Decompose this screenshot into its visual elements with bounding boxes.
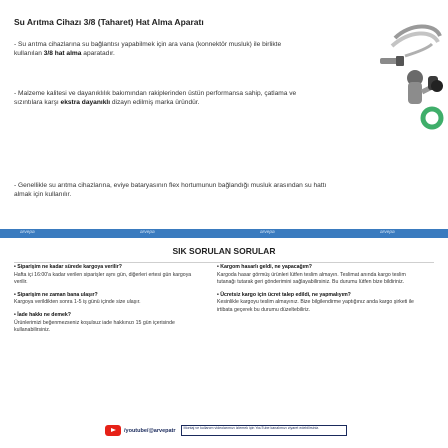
faq-question: • Siparişim ne zaman bana ulaşır? bbox=[14, 291, 98, 298]
description-paragraph-2: - Malzeme kalitesi ve dayanıklılık bakımından rakiplerinden üstün performansa sahip, çatlama ve sızıntılara karşı ekstra dayanıklı dizayn edilmiş marka üründür. bbox=[14, 90, 297, 106]
faq-column-right bbox=[217, 262, 417, 320]
faq-question: • Ücretsiz kargo için ücret talep edildi, ne yapmalıyım? bbox=[217, 291, 351, 298]
faq-question: • Kargom hasarlı geldi, ne yapacağım? bbox=[217, 264, 312, 270]
youtube-note: Montaj ve kullanım videolarımızı izlemek için YouTube kanalımızı ziyaret edebilirsiniz. bbox=[181, 425, 347, 436]
faq-answer: Ürünlerimizi beğenmezseniz koşulsuz iade hakkınızı 15 gün içerisinde kullanabilirsiniz. bbox=[14, 319, 175, 334]
valve-icon bbox=[407, 70, 443, 104]
gasket-ring-icon bbox=[423, 109, 441, 127]
faq-answer: Kesinlikle kargoyu teslim almayınız. Bize bilgilendirme yaptığınız anda kargo şirketi ile irtibata geçerek bu durumu düzeltebiliriz. bbox=[217, 299, 414, 313]
page-title: Su Arıtma Cihazı 3/8 (Taharet) Hat Alma Aparatı bbox=[14, 17, 204, 27]
faq-question: • Siparişim ne kadar sürede kargoya verilir? bbox=[14, 264, 122, 270]
faq-column-left bbox=[14, 262, 204, 340]
hose-icon bbox=[392, 26, 440, 56]
faq-question: • İade hakkı ne demek? bbox=[14, 311, 71, 318]
brand-label: arvepa bbox=[260, 230, 275, 235]
youtube-handle[interactable]: /youtube/@arvepatr bbox=[124, 427, 176, 434]
youtube-footer[interactable] bbox=[105, 424, 347, 437]
product-parts-illustration bbox=[300, 8, 445, 138]
brand-label: arvepa bbox=[380, 230, 395, 235]
description-paragraph-3: - Genellikle su arıtma cihazlarına, eviye bataryasının flex hortumunun bağlandığı musluk arasından su hattı almak için kullanılır. bbox=[14, 182, 327, 198]
brand-label: arvepa bbox=[140, 230, 155, 235]
faq-title: SIK SORULAN SORULAR bbox=[172, 246, 276, 256]
brand-band bbox=[0, 229, 448, 238]
faq-answer: Kargoya verildikten sonra 1-5 iş günü içinde size ulaşır. bbox=[14, 299, 141, 306]
connector-icon bbox=[380, 56, 404, 66]
faq-answer: Kargoda hasar görmüş ürünleri lütfen teslim almayın. Teslimat anında kargo teslim tutanağı tutarak geri gönderimini sağlayabilirsiniz. Bu durumu lütfen bize bildiriniz. bbox=[217, 271, 406, 286]
youtube-icon[interactable] bbox=[105, 425, 121, 436]
description-paragraph-1: - Su arıtma cihazlarına su bağlantısı yapabilmek için ara vana (konnektör musluk) ile birlikte kullanılan 3/8 hat alma aparatadır. bbox=[14, 41, 282, 57]
faq-answer: Hafta içi 16:00'a kadar verilen siparişler aynı gün, diğerleri ertesi gün kargoya verilir. bbox=[14, 271, 192, 286]
brand-label: arvepa bbox=[20, 230, 35, 235]
